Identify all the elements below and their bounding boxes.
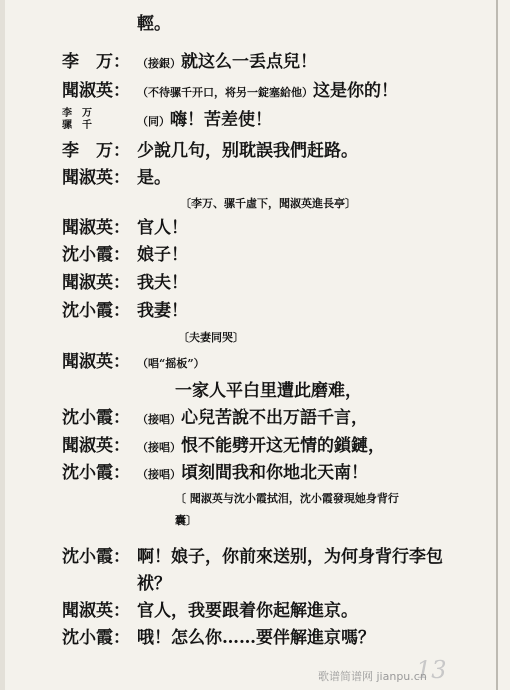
dialogue-text: 官人，我要跟着你起解進京。 [137,601,358,621]
stage-direction-inline: （不待骡千开口，将另一錠塞給他） [137,86,313,99]
watermark-text: 歌谱简谱网 [318,670,373,683]
dialogue-text: 就这么一丢点兒！ [181,52,317,72]
speaker-name: 聞淑英： [62,273,130,293]
page-number: 13 [416,656,447,684]
speaker-name-top: 李 万 [62,108,92,119]
speaker-name: 沈小霞： [62,245,130,265]
page-right-border [496,0,498,690]
speaker-name: 聞淑英： [62,81,130,101]
dialogue-text: 官人！ [137,218,188,238]
speaker-name: 李 万： [62,141,130,161]
sung-text: 恨不能劈开这无情的鎖鏈， [181,436,385,456]
speaker-name: 聞淑英： [62,218,130,238]
speaker-name: 沈小霞： [62,408,130,428]
dialogue-text: 哦！怎么你……要伴解進京嗎？ [137,628,375,648]
dialogue-text: 我夫！ [137,273,188,293]
stage-direction: 〔李万、骡千虛下，聞淑英進長亭〕 [180,197,356,210]
dialogue-text: 袱？ [137,574,171,594]
stage-direction-inline: （接唱） [137,441,181,454]
watermark [318,668,427,684]
speaker-name: 聞淑英： [62,436,130,456]
dialogue-text: 嗨！苦差使！ [170,110,272,130]
dialogue-text: 这是你的！ [313,81,398,101]
page-left-edge [0,0,5,690]
speaker-name: 沈小霞： [62,628,130,648]
stage-direction-inline: （唱“摇板”） [137,357,205,370]
stage-direction-inline: （同） [137,115,170,128]
speaker-name: 聞淑英： [62,168,130,188]
stage-direction-inline: （接銀） [137,57,181,70]
speaker-name: 沈小霞： [62,547,130,567]
speaker-name: 沈小霞： [62,301,130,321]
stage-direction: 〔 聞淑英与沈小霞拭泪，沈小霞發現她身背行 [175,492,399,505]
speaker-name: 聞淑英： [62,352,130,372]
speaker-name: 聞淑英： [62,601,130,621]
stage-direction: 〔夫妻同哭〕 [178,331,244,344]
dialogue-text: 啊！娘子，你前來送别，为何身背行李包 [137,547,443,567]
sung-text: 一家人平白里遭此磨难， [175,381,362,401]
stage-direction-inline: （接唱） [137,413,181,426]
dialogue-text: 我妻！ [137,301,188,321]
stage-direction: 囊〕 [175,514,197,527]
sung-text: 心兒苦說不出万語千言， [181,408,368,428]
dialogue-text: 娘子！ [137,245,188,265]
dialogue-text: 輕。 [137,14,171,34]
stage-direction-inline: （接唱） [137,468,181,481]
speaker-name: 沈小霞： [62,463,130,483]
sung-text: 頃刻間我和你地北天南！ [181,463,368,483]
watermark-site: jianpu.cn [376,670,427,683]
dialogue-text: 少說几句，别耽誤我們赶路。 [137,141,358,161]
speaker-name-bottom: 骡 千 [62,120,92,131]
speaker-name: 李 万： [62,52,130,72]
dialogue-text: 是。 [137,168,171,188]
